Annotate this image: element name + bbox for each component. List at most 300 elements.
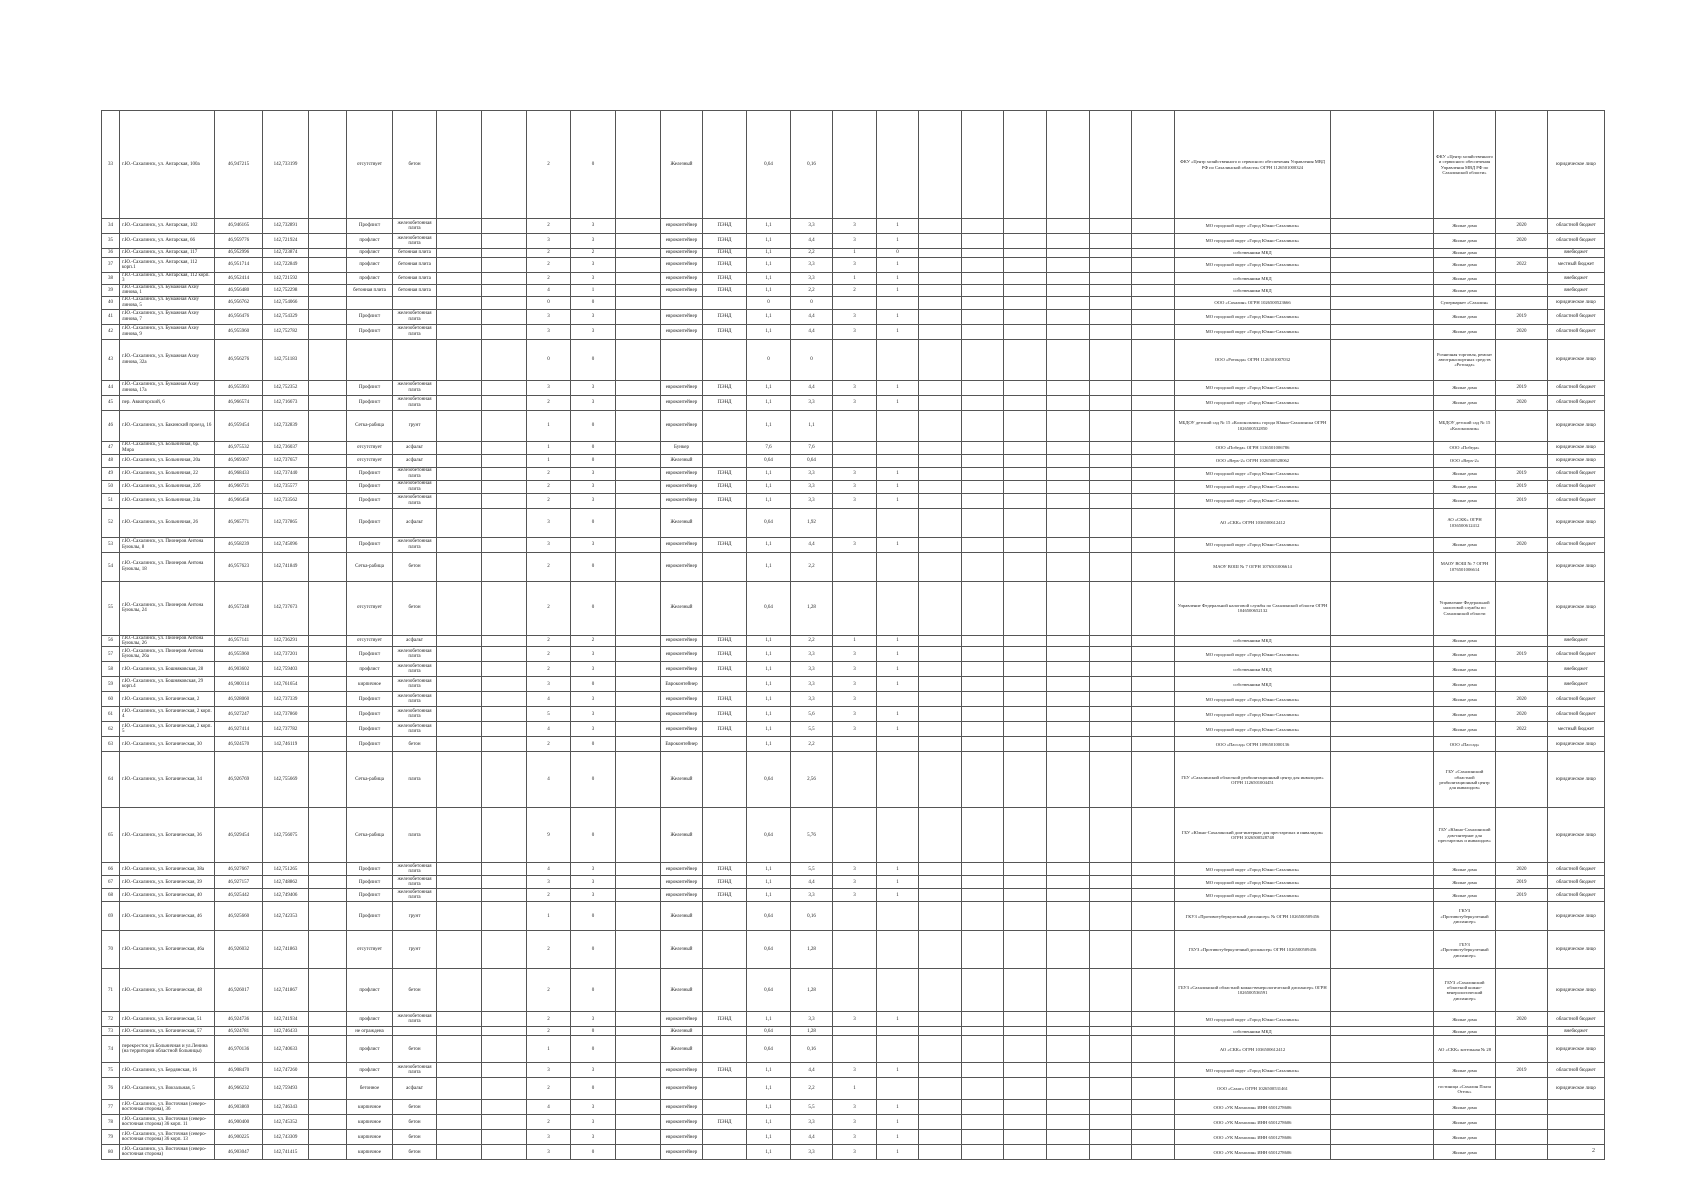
- table-cell: Железный: [661, 508, 703, 537]
- table-cell: [1132, 1145, 1175, 1160]
- table-cell: [482, 1012, 527, 1027]
- table-cell: [616, 493, 661, 508]
- table-cell: 33: [102, 111, 120, 219]
- table-cell: [616, 309, 661, 324]
- table-cell: [962, 508, 1004, 537]
- table-cell: [1047, 324, 1090, 339]
- table-cell: 3,3: [791, 889, 833, 902]
- table-cell: Жилые дома: [1434, 537, 1496, 552]
- table-cell: [1496, 1027, 1548, 1036]
- table-cell: 2: [527, 737, 571, 752]
- table-cell: юридическое лицо: [1548, 737, 1605, 752]
- table-cell: 3: [833, 707, 877, 722]
- table-cell: Жилые дома: [1434, 722, 1496, 737]
- table-cell: 2020: [1496, 395, 1548, 410]
- table-cell: 142,754329: [263, 309, 309, 324]
- table-cell: [1047, 902, 1090, 931]
- table-cell: 3: [571, 273, 616, 285]
- table-cell: кирпичное: [347, 677, 393, 692]
- table-cell: 2,2: [791, 552, 833, 581]
- table-cell: Жилые дома: [1434, 480, 1496, 493]
- table-cell: Жилые дома: [1434, 1027, 1496, 1036]
- table-cell: [1004, 284, 1047, 296]
- table-cell: 46,966232: [215, 1078, 263, 1100]
- table-cell: [877, 692, 919, 707]
- table-cell: 1,1: [747, 537, 791, 552]
- table-cell: [1004, 273, 1047, 285]
- table-cell: [309, 707, 347, 722]
- table-cell: ПЭНД: [703, 493, 747, 508]
- table-cell: [482, 737, 527, 752]
- table-cell: 60: [102, 692, 120, 707]
- table-cell: г.Ю.-Сахалинск, ул. Ботаническая, 2: [120, 692, 215, 707]
- table-cell: 46,975532: [215, 441, 263, 454]
- table-cell: Жилые дома: [1434, 1130, 1496, 1145]
- table-cell: [1331, 284, 1434, 296]
- table-cell: 3: [527, 537, 571, 552]
- table-cell: внебюджет: [1548, 284, 1605, 296]
- table-cell: 1,1: [791, 410, 833, 441]
- table-cell: 3: [571, 876, 616, 889]
- table-cell: [1047, 537, 1090, 552]
- table-cell: 1,28: [791, 1027, 833, 1036]
- table-cell: 0,16: [791, 1036, 833, 1063]
- table-cell: [1047, 296, 1090, 309]
- table-cell: [1090, 863, 1132, 876]
- table-cell: г.Ю.-Сахалинск, ул. Ангарская, 102: [120, 219, 215, 234]
- table-cell: [962, 863, 1004, 876]
- table-cell: [919, 1115, 962, 1130]
- table-cell: [1090, 581, 1132, 635]
- table-cell: 3,3: [791, 395, 833, 410]
- table-cell: [1090, 1130, 1132, 1145]
- table-cell: 3: [833, 309, 877, 324]
- table-cell: [962, 1078, 1004, 1100]
- table-cell: [309, 1012, 347, 1027]
- table-cell: [962, 1100, 1004, 1115]
- table-cell: [1047, 249, 1090, 258]
- table-row: [102, 493, 1605, 508]
- table-cell: 3: [833, 647, 877, 662]
- table-cell: Жилые дома: [1434, 258, 1496, 273]
- table-cell: 2: [527, 552, 571, 581]
- table-cell: [1090, 508, 1132, 537]
- table-cell: 0: [877, 249, 919, 258]
- table-cell: 64: [102, 752, 120, 808]
- table-cell: ФКУ «Центр хозяйственного и сервисного обеспечения Управления МВД РФ по Сахалинской области»: [1434, 111, 1496, 219]
- table-cell: железобетонная плита: [393, 234, 437, 249]
- table-cell: [437, 662, 482, 677]
- table-cell: кирпичное: [347, 1115, 393, 1130]
- table-cell: 0: [571, 737, 616, 752]
- table-cell: евроконтейнер: [661, 552, 703, 581]
- table-cell: [1047, 635, 1090, 647]
- table-cell: профлист: [347, 662, 393, 677]
- table-cell: 3: [527, 380, 571, 395]
- table-cell: 46,900225: [215, 1130, 263, 1145]
- table-cell: 37: [102, 258, 120, 273]
- table-cell: [1132, 234, 1175, 249]
- table-cell: 46,903047: [215, 1145, 263, 1160]
- table-cell: профлист: [347, 273, 393, 285]
- table-row: [102, 707, 1605, 722]
- table-cell: г.Ю.-Сахалинск, ул. Пионеров Антона Буюклы, 26а: [120, 647, 215, 662]
- table-cell: МО городской округ «Город Южно-Сахалинск»: [1175, 234, 1331, 249]
- table-cell: [1004, 647, 1047, 662]
- table-cell: [1496, 737, 1548, 752]
- table-cell: [1132, 339, 1175, 380]
- table-cell: грунт: [393, 931, 437, 969]
- table-cell: [437, 480, 482, 493]
- table-cell: юридическое лицо: [1548, 969, 1605, 1012]
- table-cell: 142,754066: [263, 296, 309, 309]
- table-cell: [1090, 296, 1132, 309]
- table-cell: [1090, 752, 1132, 808]
- table-cell: [437, 1036, 482, 1063]
- table-cell: [962, 467, 1004, 480]
- table-cell: 1: [877, 647, 919, 662]
- table-cell: [1047, 219, 1090, 234]
- table-cell: [1132, 508, 1175, 537]
- table-cell: 2019: [1496, 647, 1548, 662]
- table-cell: 3: [527, 234, 571, 249]
- table-cell: [1047, 707, 1090, 722]
- table-cell: [1090, 339, 1132, 380]
- table-cell: 62: [102, 722, 120, 737]
- table-cell: железобетонная плита: [393, 493, 437, 508]
- table-cell: 3,3: [791, 647, 833, 662]
- table-cell: 1: [833, 635, 877, 647]
- table-cell: [1331, 808, 1434, 863]
- table-cell: [1090, 1100, 1132, 1115]
- table-cell: [1331, 537, 1434, 552]
- table-cell: 1: [877, 889, 919, 902]
- table-cell: 0: [571, 508, 616, 537]
- table-cell: 5,5: [791, 863, 833, 876]
- table-cell: [703, 931, 747, 969]
- table-cell: [962, 480, 1004, 493]
- table-cell: 3: [571, 309, 616, 324]
- table-cell: отсутствует: [347, 441, 393, 454]
- table-cell: [616, 1145, 661, 1160]
- table-cell: 0,64: [747, 931, 791, 969]
- table-cell: [1331, 1100, 1434, 1115]
- table-row: [102, 1027, 1605, 1036]
- table-cell: [1331, 1130, 1434, 1145]
- table-cell: [437, 249, 482, 258]
- table-cell: Профлист: [347, 219, 393, 234]
- table-cell: [309, 324, 347, 339]
- table-cell: 34: [102, 219, 120, 234]
- table-cell: 1,28: [791, 969, 833, 1012]
- table-cell: ПЭНД: [703, 722, 747, 737]
- table-cell: [919, 508, 962, 537]
- table-cell: 1: [877, 395, 919, 410]
- table-cell: [1132, 309, 1175, 324]
- table-cell: областной бюджет: [1548, 1012, 1605, 1027]
- table-cell: [482, 339, 527, 380]
- table-cell: [1004, 380, 1047, 395]
- table-cell: [1004, 111, 1047, 219]
- table-row: [102, 219, 1605, 234]
- table-cell: [877, 969, 919, 1012]
- table-cell: 79: [102, 1130, 120, 1145]
- table-cell: 46,927414: [215, 722, 263, 737]
- table-cell: 1,1: [747, 692, 791, 707]
- table-cell: 0: [571, 441, 616, 454]
- table-cell: [1090, 808, 1132, 863]
- table-cell: [919, 380, 962, 395]
- table-cell: [1132, 752, 1175, 808]
- table-cell: юридическое лицо: [1548, 1036, 1605, 1063]
- table-cell: [962, 752, 1004, 808]
- table-cell: 0: [571, 902, 616, 931]
- table-cell: [833, 969, 877, 1012]
- table-cell: Железный: [661, 931, 703, 969]
- table-cell: [919, 493, 962, 508]
- table-cell: [1004, 1078, 1047, 1100]
- table-cell: г.Ю.-Сахалинск, ул. Больничная, 26: [120, 508, 215, 537]
- table-cell: 142,741934: [263, 1012, 309, 1027]
- table-cell: Евроконтейнер: [661, 737, 703, 752]
- table-cell: [962, 339, 1004, 380]
- table-cell: Железный: [661, 808, 703, 863]
- table-cell: 1: [877, 876, 919, 889]
- table-cell: [1132, 1100, 1175, 1115]
- table-cell: 142,716673: [263, 395, 309, 410]
- table-row: [102, 647, 1605, 662]
- table-cell: [703, 902, 747, 931]
- table-cell: [1090, 258, 1132, 273]
- table-cell: г.Ю.-Сахалинск, ул. Бумажная Ахиу линова, 9: [120, 324, 215, 339]
- table-cell: 142,761654: [263, 677, 309, 692]
- table-cell: юридическое лицо: [1548, 508, 1605, 537]
- table-cell: 46,903869: [215, 1100, 263, 1115]
- table-cell: 2: [527, 1115, 571, 1130]
- table-cell: [833, 581, 877, 635]
- table-cell: 3,3: [791, 258, 833, 273]
- table-cell: [833, 552, 877, 581]
- table-cell: [309, 662, 347, 677]
- table-cell: 35: [102, 234, 120, 249]
- table-cell: [703, 677, 747, 692]
- table-cell: Профлист: [347, 692, 393, 707]
- table-cell: [1132, 876, 1175, 889]
- table-row: [102, 808, 1605, 863]
- table-cell: [877, 339, 919, 380]
- table-cell: [962, 249, 1004, 258]
- table-cell: [1496, 441, 1548, 454]
- table-cell: 1,28: [791, 931, 833, 969]
- table-cell: [962, 537, 1004, 552]
- table-cell: [309, 234, 347, 249]
- table-cell: 1: [833, 249, 877, 258]
- table-cell: 45: [102, 395, 120, 410]
- table-cell: [962, 111, 1004, 219]
- table-cell: Жилые дома: [1434, 677, 1496, 692]
- table-cell: [1090, 284, 1132, 296]
- table-cell: [1496, 969, 1548, 1012]
- table-cell: [1047, 808, 1090, 863]
- table-cell: [437, 309, 482, 324]
- table-cell: [1004, 309, 1047, 324]
- table-row: [102, 380, 1605, 395]
- table-cell: [437, 707, 482, 722]
- table-cell: [1331, 752, 1434, 808]
- table-cell: 142,741863: [263, 931, 309, 969]
- table-row: [102, 931, 1605, 969]
- table-row: [102, 324, 1605, 339]
- table-cell: бетонная плита: [393, 284, 437, 296]
- table-cell: 3: [527, 324, 571, 339]
- table-cell: ФКУ «Центр хозяйственного и сервисного обеспечения Управления МВД РФ по Сахалинской области» ОГРН 1126501000324: [1175, 111, 1331, 219]
- table-cell: [1047, 662, 1090, 677]
- table-cell: кирпичное: [347, 1100, 393, 1115]
- table-cell: [833, 296, 877, 309]
- table-cell: [1132, 480, 1175, 493]
- table-row: [102, 677, 1605, 692]
- table-cell: Профлист: [347, 309, 393, 324]
- table-cell: МО городской округ «Город Южно-Сахалинск»: [1175, 707, 1331, 722]
- table-cell: [962, 1115, 1004, 1130]
- table-cell: кирпичное: [347, 1145, 393, 1160]
- table-cell: [1331, 876, 1434, 889]
- table-cell: [482, 1036, 527, 1063]
- table-cell: [482, 1078, 527, 1100]
- table-cell: 55: [102, 581, 120, 635]
- table-cell: 142,755669: [263, 752, 309, 808]
- table-row: [102, 111, 1605, 219]
- table-cell: 0: [571, 969, 616, 1012]
- table-cell: бетон: [393, 969, 437, 1012]
- table-cell: 142,732891: [263, 219, 309, 234]
- table-cell: 3: [833, 876, 877, 889]
- table-cell: [482, 662, 527, 677]
- table-cell: 76: [102, 1078, 120, 1100]
- table-cell: 49: [102, 467, 120, 480]
- table-cell: [1132, 273, 1175, 285]
- table-cell: [1496, 339, 1548, 380]
- table-cell: [482, 677, 527, 692]
- table-cell: [1004, 692, 1047, 707]
- table-cell: евроконтейнер: [661, 234, 703, 249]
- table-cell: МБДОУ детский сад № 15 «Колокольчик»: [1434, 410, 1496, 441]
- table-cell: [1004, 1100, 1047, 1115]
- table-cell: г.Ю.-Сахалинск, ул. Больничная, 22: [120, 467, 215, 480]
- table-cell: юридическое лицо: [1548, 1078, 1605, 1100]
- table-cell: 3,3: [791, 1145, 833, 1160]
- table-cell: г.Ю.-Сахалинск, ул. Вокзальная, 5: [120, 1078, 215, 1100]
- table-cell: 1,1: [747, 410, 791, 441]
- table-cell: 69: [102, 902, 120, 931]
- table-cell: 46,957248: [215, 581, 263, 635]
- table-cell: [962, 1012, 1004, 1027]
- table-cell: МО городской округ «Город Южно-Сахалинск»: [1175, 1063, 1331, 1078]
- table-cell: евроконтейнер: [661, 1145, 703, 1160]
- table-cell: [1047, 737, 1090, 752]
- table-cell: 3: [571, 537, 616, 552]
- table-cell: [1090, 454, 1132, 467]
- table-cell: АО «СКК» котельная № 28: [1434, 1036, 1496, 1063]
- table-cell: 142,759493: [263, 1078, 309, 1100]
- table-cell: [1331, 441, 1434, 454]
- table-cell: [962, 662, 1004, 677]
- table-row: [102, 635, 1605, 647]
- table-cell: [437, 454, 482, 467]
- table-row: [102, 737, 1605, 752]
- table-cell: [1004, 219, 1047, 234]
- table-cell: 142,740633: [263, 1036, 309, 1063]
- table-cell: 46,966574: [215, 395, 263, 410]
- table-cell: [1047, 552, 1090, 581]
- table-cell: [1090, 324, 1132, 339]
- table-cell: [703, 1130, 747, 1145]
- table-cell: [616, 808, 661, 863]
- table-cell: 61: [102, 707, 120, 722]
- table-cell: плита: [393, 752, 437, 808]
- table-cell: МО городской округ «Город Южно-Сахалинск»: [1175, 309, 1331, 324]
- table-cell: [437, 1100, 482, 1115]
- table-cell: ООО «УК Магнолия» ИНН 6501278606: [1175, 1145, 1331, 1160]
- table-cell: [962, 647, 1004, 662]
- table-cell: 3: [527, 508, 571, 537]
- table-row: [102, 1100, 1605, 1115]
- table-cell: 3,3: [791, 273, 833, 285]
- table-cell: 3: [833, 889, 877, 902]
- table-cell: 1,1: [747, 1130, 791, 1145]
- table-cell: г.Ю.-Сахалинск, ул. Ботаническая, 34: [120, 752, 215, 808]
- table-cell: [309, 581, 347, 635]
- table-cell: асфальт: [393, 508, 437, 537]
- table-cell: железобетонная плита: [393, 480, 437, 493]
- table-cell: [437, 441, 482, 454]
- table-cell: [1047, 1078, 1090, 1100]
- table-cell: 3: [571, 662, 616, 677]
- table-cell: [437, 647, 482, 662]
- table-cell: 3: [833, 1012, 877, 1027]
- table-cell: [482, 707, 527, 722]
- table-cell: [919, 1063, 962, 1078]
- table-cell: 142,752782: [263, 324, 309, 339]
- table-cell: [616, 863, 661, 876]
- table-cell: [1004, 677, 1047, 692]
- table-cell: [1331, 677, 1434, 692]
- table-cell: [1047, 1100, 1090, 1115]
- table-cell: [1090, 493, 1132, 508]
- table-cell: 2020: [1496, 707, 1548, 722]
- table-cell: 73: [102, 1027, 120, 1036]
- table-cell: [1004, 339, 1047, 380]
- table-cell: 142,759403: [263, 662, 309, 677]
- table-cell: [919, 662, 962, 677]
- table-cell: 142,736037: [263, 441, 309, 454]
- table-cell: [1047, 581, 1090, 635]
- table-cell: Железный: [661, 752, 703, 808]
- table-cell: 1,1: [747, 677, 791, 692]
- table-cell: 58: [102, 662, 120, 677]
- table-cell: [1132, 707, 1175, 722]
- table-cell: 1: [877, 219, 919, 234]
- table-cell: профлист: [347, 1012, 393, 1027]
- table-cell: 41: [102, 309, 120, 324]
- table-cell: [1331, 380, 1434, 395]
- table-cell: 1: [527, 441, 571, 454]
- table-cell: [1090, 380, 1132, 395]
- table-cell: профлист: [347, 969, 393, 1012]
- table-cell: [1004, 258, 1047, 273]
- table-cell: 46,959454: [215, 410, 263, 441]
- table-cell: [703, 441, 747, 454]
